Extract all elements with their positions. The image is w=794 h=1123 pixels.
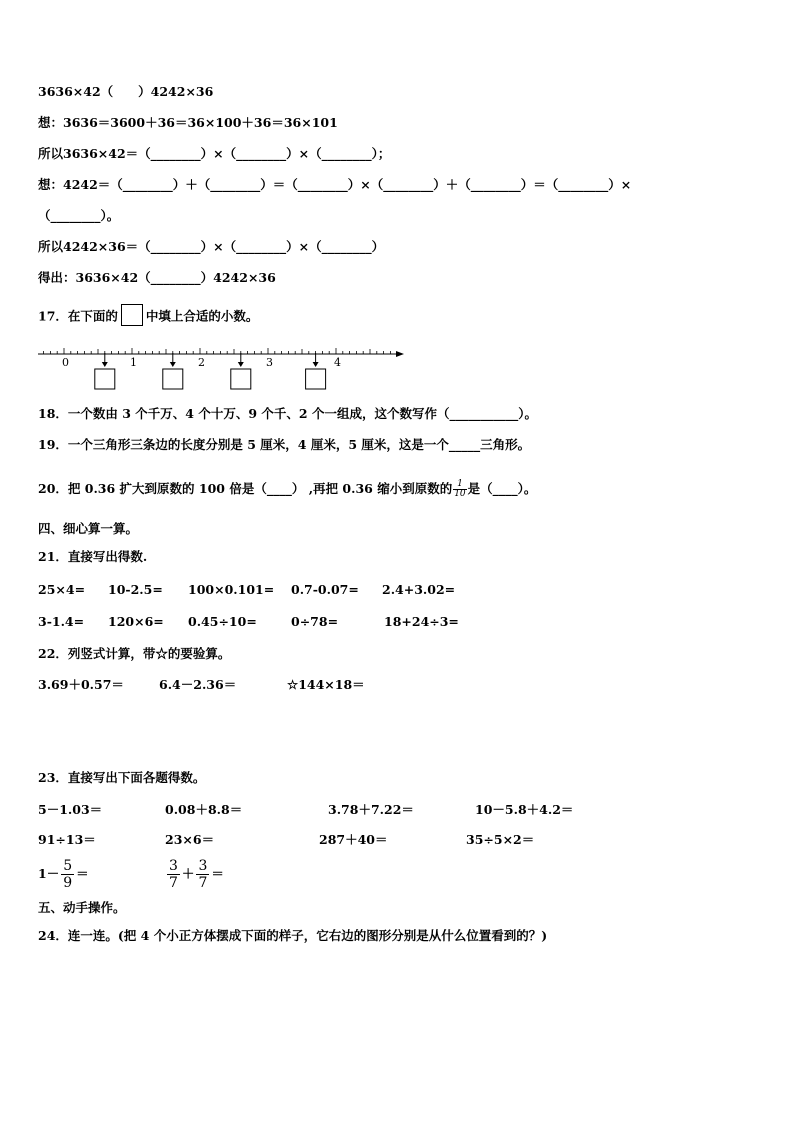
f2-operator: ＋ bbox=[181, 866, 195, 881]
q16-line-2: 想：3636＝3600＋36＝36×100＋36＝36×101 bbox=[38, 115, 338, 130]
f2a-num: 3 bbox=[169, 858, 178, 874]
tick-label: 1 bbox=[130, 356, 137, 369]
tick-label: 4 bbox=[334, 356, 341, 369]
axis-arrow-icon bbox=[396, 351, 404, 357]
calc-item: 0.45÷10= bbox=[188, 614, 257, 629]
q20-text bbox=[38, 480, 536, 499]
q16-line-4: 想：4242＝（________）＋（________）＝（________）×（________）＋（________）＝（________）× bbox=[38, 177, 632, 192]
number-line bbox=[34, 342, 414, 392]
answer-box-icon bbox=[121, 304, 143, 326]
calc-item: 5－1.03＝ bbox=[38, 802, 103, 817]
q20-suffix: 是（____）。 bbox=[467, 481, 537, 496]
f2-fraction-a bbox=[167, 858, 180, 891]
q16-line-3: 所以3636×42＝（________）×（________）×（________）； bbox=[38, 146, 391, 161]
pointer-arrow-head-icon bbox=[170, 362, 176, 367]
calc-item: 3-1.4= bbox=[38, 614, 85, 629]
q16-line-5: （________）。 bbox=[38, 208, 120, 223]
q20-frac-num: 1 bbox=[453, 480, 466, 490]
q20-fraction bbox=[453, 480, 466, 499]
calc-item: 0÷78= bbox=[291, 614, 339, 629]
calc-item: 91÷13＝ bbox=[38, 832, 96, 847]
f2-suffix: ＝ bbox=[211, 866, 224, 881]
pointer-arrow-head-icon bbox=[313, 362, 319, 367]
calc-item: 120×6= bbox=[108, 614, 164, 629]
f2b-num: 3 bbox=[198, 858, 208, 874]
calc-item: ☆144×18＝ bbox=[287, 677, 365, 692]
calc-item: 2.4+3.02= bbox=[382, 582, 456, 597]
answer-box bbox=[163, 369, 183, 389]
calc-item: 100×0.101= bbox=[188, 582, 275, 597]
q17-prefix: 17．在下面的 bbox=[38, 308, 118, 324]
q16-line-6: 所以4242×36＝（________）×（________）×（________） bbox=[38, 239, 385, 254]
q20-frac-den: 10 bbox=[454, 489, 466, 499]
f1-prefix: 1－ bbox=[38, 866, 60, 881]
section-5-heading: 五、动手操作。 bbox=[38, 900, 126, 915]
answer-box bbox=[306, 369, 326, 389]
section-4-heading: 四、细心算一算。 bbox=[38, 521, 139, 536]
answer-box bbox=[231, 369, 251, 389]
q17-title bbox=[38, 308, 258, 326]
f2-fraction-b bbox=[196, 858, 209, 891]
q24-text: 24．连一连。(把 4 个小正方体摆成下面的样子，它右边的图形分别是从什么位置看到的？) bbox=[38, 928, 548, 943]
tick-label: 0 bbox=[62, 356, 69, 369]
f1-suffix: ＝ bbox=[76, 866, 89, 881]
calc-item: 10-2.5= bbox=[108, 582, 163, 597]
q16-line-7: 得出：3636×42（________）4242×36 bbox=[38, 270, 276, 285]
f1-num: 5 bbox=[63, 858, 73, 874]
q18-text: 18．一个数由 3 个千万、4 个十万、9 个千、2 个一组成，这个数写作（___________）。 bbox=[38, 406, 537, 421]
calc-item: 23×6＝ bbox=[165, 832, 215, 847]
answer-box bbox=[95, 369, 115, 389]
calc-item: 35÷5×2＝ bbox=[466, 832, 535, 847]
f1-fraction bbox=[61, 858, 74, 891]
calc-item: 18+24÷3= bbox=[384, 614, 459, 629]
q17-suffix: 中填上合适的小数。 bbox=[145, 308, 259, 324]
calc-item: 3.78＋7.22＝ bbox=[328, 802, 414, 817]
tick-label: 2 bbox=[198, 356, 205, 369]
pointer-arrow-head-icon bbox=[102, 362, 108, 367]
pointer-arrow-head-icon bbox=[238, 362, 244, 367]
tick-label: 3 bbox=[266, 356, 273, 369]
f2a-den: 7 bbox=[169, 875, 178, 891]
q20-prefix: 20．把 0.36 扩大到原数的 100 倍是（____） ,再把 0.36 缩小到原数的 bbox=[38, 481, 453, 496]
calc-item: 6.4－2.36＝ bbox=[159, 677, 237, 692]
q21-title: 21．直接写出得数. bbox=[38, 549, 148, 564]
calc-item: 0.08＋8.8＝ bbox=[165, 802, 243, 817]
calc-item: 287＋40＝ bbox=[319, 832, 388, 847]
q23-title: 23．直接写出下面各题得数。 bbox=[38, 770, 206, 785]
fraction-calc-2 bbox=[165, 858, 224, 891]
f2b-den: 7 bbox=[198, 875, 208, 891]
calc-item: 0.7-0.07= bbox=[291, 582, 359, 597]
calc-item: 3.69＋0.57＝ bbox=[38, 677, 124, 692]
q22-title: 22．列竖式计算，带☆的要验算。 bbox=[38, 646, 231, 661]
calc-item: 10－5.8＋4.2＝ bbox=[475, 802, 574, 817]
q19-text: 19．一个三角形三条边的长度分别是 5 厘米，4 厘米，5 厘米，这是一个_____三角形。 bbox=[38, 437, 531, 452]
f1-den: 9 bbox=[63, 875, 73, 891]
q16-line-1: 3636×42（ ）4242×36 bbox=[38, 84, 214, 99]
calc-item: 25×4= bbox=[38, 582, 86, 597]
fraction-calc-1 bbox=[38, 858, 89, 891]
